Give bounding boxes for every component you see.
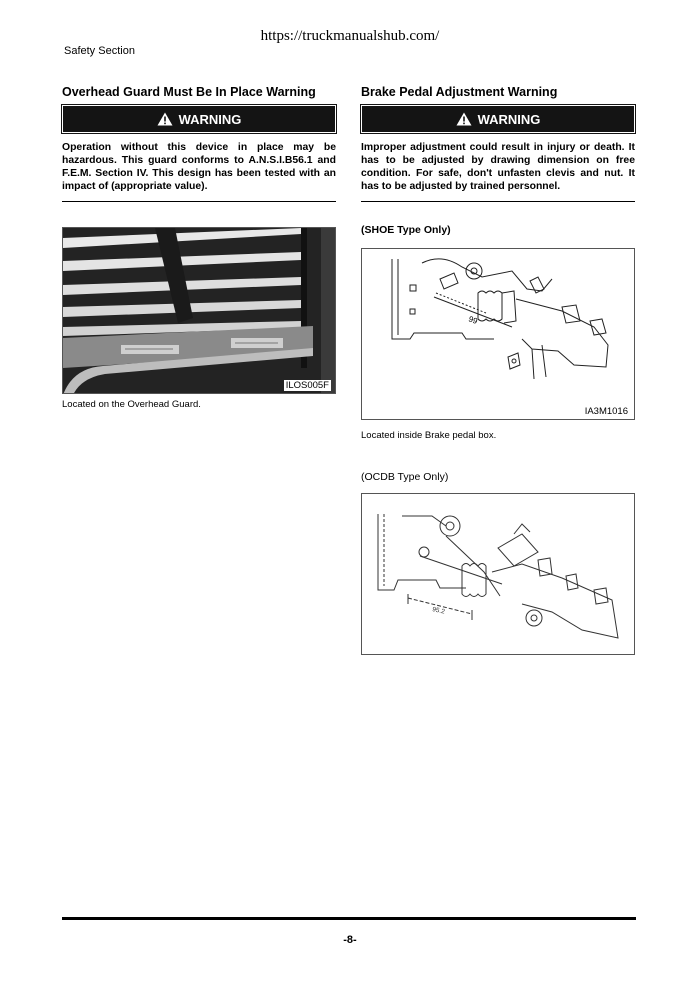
section-label: Safety Section <box>64 45 135 57</box>
brake-pedal-heading: Brake Pedal Adjustment Warning <box>361 85 558 99</box>
ocdb-dimension: 95.2 <box>431 606 446 616</box>
shoe-brake-drawing <box>362 249 635 420</box>
overhead-guard-column <box>62 84 336 410</box>
footer-divider <box>62 917 636 920</box>
warning-label: WARNING <box>178 111 242 127</box>
warning-bar <box>62 105 336 133</box>
ocdb-brake-drawing <box>362 494 635 655</box>
overhead-guard-photo <box>62 227 336 394</box>
warning-label: WARNING <box>477 111 541 127</box>
figure-id: IA3M1016 <box>584 406 628 417</box>
shoe-brake-diagram <box>361 248 635 420</box>
brake-pedal-column <box>361 84 635 655</box>
warning-triangle-icon <box>456 112 472 126</box>
divider <box>62 201 336 202</box>
page-number: -8- <box>343 934 357 946</box>
overhead-guard-heading: Overhead Guard Must Be In Place Warning <box>62 85 316 99</box>
warning-triangle-icon <box>157 112 173 126</box>
figure-caption: Located inside Brake pedal box. <box>361 430 497 441</box>
shoe-type-label: (SHOE Type Only) <box>361 224 451 236</box>
shoe-dimension: 99 <box>467 314 479 326</box>
figure-caption: Located on the Overhead Guard. <box>62 399 201 410</box>
divider <box>361 201 635 202</box>
figure-id: ILOS005F <box>285 380 329 391</box>
source-url: https://truckmanualshub.com/ <box>260 28 440 44</box>
ocdb-type-label: (OCDB Type Only) <box>361 471 449 483</box>
overhead-guard-illustration <box>63 228 336 394</box>
ocdb-brake-diagram <box>361 493 635 655</box>
warning-text: Improper adjustment could result in injury or death. It has to be adjusted by drawing dimension on free condition. For safe, don't unfasten clevis and nut. It has to be adjusted by trained personnel. <box>361 142 635 192</box>
warning-bar <box>361 105 635 133</box>
warning-text: Operation without this device in place may be hazardous. This guard conforms to A.N.S.I.B56.1 and F.E.M. Section IV. This design has been tested with an impact of (appropriate value). <box>62 142 336 192</box>
